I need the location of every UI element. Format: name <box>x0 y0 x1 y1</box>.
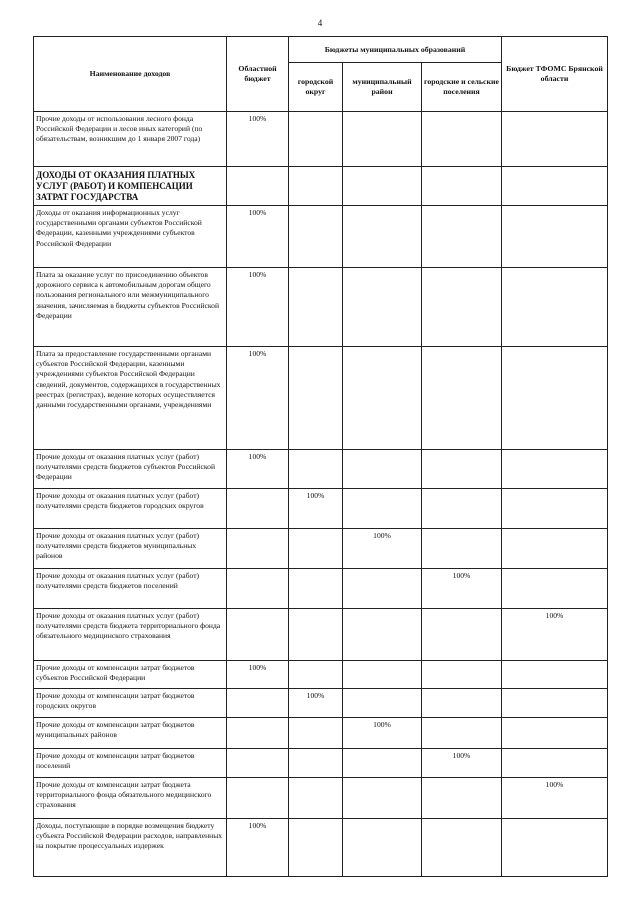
gorodskie-selskie-value-cell <box>422 112 502 167</box>
gorodskoy-okrug-value-cell <box>289 778 343 819</box>
gorodskoy-okrug-value-cell <box>289 112 343 167</box>
table-row <box>34 609 608 661</box>
table-row <box>34 689 608 718</box>
revenue-name-cell: Прочие доходы от компенсации затрат бюджетов муниципальных районов <box>34 718 227 749</box>
gorodskoy-okrug-value-cell <box>289 749 343 778</box>
municipalny-rayon-value-cell <box>343 689 422 718</box>
header-gorodskoy-okrug: городской округ <box>289 63 343 112</box>
revenue-name-cell: Прочие доходы от компенсации затрат бюджета территориального фонда обязательного медицинского страхования <box>34 778 227 819</box>
municipalny-rayon-value-cell <box>343 819 422 877</box>
tfoms-value-cell <box>502 489 608 529</box>
gorodskie-selskie-value-cell <box>422 167 502 206</box>
tfoms-value-cell <box>502 529 608 569</box>
header-tfoms-budget: Бюджет ТФОМС Брянской области <box>502 37 608 112</box>
municipalny-rayon-value-cell: 100% <box>343 529 422 569</box>
gorodskie-selskie-value-cell <box>422 347 502 450</box>
municipalny-rayon-value-cell <box>343 609 422 661</box>
tfoms-value-cell <box>502 450 608 489</box>
municipalny-rayon-value-cell <box>343 206 422 268</box>
tfoms-value-cell <box>502 749 608 778</box>
header-oblast-budget: Областной бюджет <box>227 37 289 112</box>
municipalny-rayon-value-cell <box>343 661 422 689</box>
municipalny-rayon-value-cell <box>343 489 422 529</box>
oblast-value-cell: 100% <box>227 206 289 268</box>
gorodskoy-okrug-value-cell <box>289 206 343 268</box>
revenue-name-cell: Прочие доходы от оказания платных услуг (работ) получателями средств бюджетов субъектов Российской Федерации <box>34 450 227 489</box>
gorodskie-selskie-value-cell: 100% <box>422 569 502 609</box>
tfoms-value-cell <box>502 206 608 268</box>
gorodskie-selskie-value-cell <box>422 819 502 877</box>
revenue-name-cell: Доходы, поступающие в порядке возмещения бюджету субъекта Российской Федерации расходов, направленных на покрытие процессуальных издержек <box>34 819 227 877</box>
header-gorodskie-selskie: городские и сельские поселения <box>422 63 502 112</box>
oblast-value-cell <box>227 489 289 529</box>
header-municipal-budgets: Бюджеты муниципальных образований <box>289 37 502 63</box>
tfoms-value-cell <box>502 819 608 877</box>
revenue-name-cell: Доходы от оказания информационных услуг государственными органами субъектов Российской Федерации, казенными учреждениями субъектов Российской Федерации <box>34 206 227 268</box>
revenue-name-cell: Прочие доходы от оказания платных услуг (работ) получателями средств бюджетов городских округов <box>34 489 227 529</box>
table-row <box>34 661 608 689</box>
oblast-value-cell <box>227 609 289 661</box>
tfoms-value-cell <box>502 112 608 167</box>
municipalny-rayon-value-cell: 100% <box>343 718 422 749</box>
oblast-value-cell <box>227 167 289 206</box>
gorodskoy-okrug-value-cell <box>289 609 343 661</box>
tfoms-value-cell <box>502 718 608 749</box>
municipalny-rayon-value-cell <box>343 347 422 450</box>
gorodskie-selskie-value-cell <box>422 268 502 347</box>
page-number: 4 <box>317 18 323 28</box>
municipalny-rayon-value-cell <box>343 778 422 819</box>
table-row <box>34 206 608 268</box>
tfoms-value-cell <box>502 689 608 718</box>
oblast-value-cell <box>227 749 289 778</box>
table-header <box>34 37 608 112</box>
oblast-value-cell <box>227 569 289 609</box>
gorodskie-selskie-value-cell <box>422 661 502 689</box>
gorodskoy-okrug-value-cell <box>289 529 343 569</box>
revenue-name-cell: Прочие доходы от оказания платных услуг (работ) получателями средств бюджетов поселений <box>34 569 227 609</box>
tfoms-value-cell <box>502 661 608 689</box>
table-row <box>34 569 608 609</box>
tfoms-value-cell: 100% <box>502 778 608 819</box>
table-row <box>34 347 608 450</box>
gorodskoy-okrug-value-cell <box>289 819 343 877</box>
revenue-name-cell: Прочие доходы от компенсации затрат бюджетов поселений <box>34 749 227 778</box>
municipalny-rayon-value-cell <box>343 167 422 206</box>
gorodskie-selskie-value-cell <box>422 609 502 661</box>
gorodskie-selskie-value-cell <box>422 718 502 749</box>
gorodskoy-okrug-value-cell <box>289 450 343 489</box>
revenue-name-cell: Прочие доходы от оказания платных услуг (работ) получателями средств бюджетов муниципальных районов <box>34 529 227 569</box>
gorodskie-selskie-value-cell <box>422 206 502 268</box>
table-row <box>34 489 608 529</box>
gorodskoy-okrug-value-cell <box>289 661 343 689</box>
gorodskoy-okrug-value-cell: 100% <box>289 489 343 529</box>
table-row <box>34 529 608 569</box>
municipalny-rayon-value-cell <box>343 112 422 167</box>
table-row <box>34 718 608 749</box>
revenue-name-cell: Плата за предоставление государственными органами субъектов Российской Федерации, казенными учреждениями субъектов Российской Федерации сведений, документов, содержащихся в государственных реестрах (регистрах), ведение которых осуществляется данными государственными органами, учреждениями <box>34 347 227 450</box>
oblast-value-cell <box>227 529 289 569</box>
oblast-value-cell <box>227 778 289 819</box>
municipalny-rayon-value-cell <box>343 569 422 609</box>
oblast-value-cell <box>227 718 289 749</box>
tfoms-value-cell <box>502 569 608 609</box>
revenue-name-cell: Прочие доходы от компенсации затрат бюджетов городских округов <box>34 689 227 718</box>
gorodskie-selskie-value-cell <box>422 489 502 529</box>
revenue-name-cell: Прочие доходы от компенсации затрат бюджетов субъектов Российской Федерации <box>34 661 227 689</box>
tfoms-value-cell: 100% <box>502 609 608 661</box>
table-row <box>34 819 608 877</box>
gorodskoy-okrug-value-cell <box>289 167 343 206</box>
municipalny-rayon-value-cell <box>343 749 422 778</box>
gorodskie-selskie-value-cell: 100% <box>422 749 502 778</box>
oblast-value-cell: 100% <box>227 819 289 877</box>
table-row <box>34 268 608 347</box>
gorodskie-selskie-value-cell <box>422 778 502 819</box>
revenue-name-cell: Прочие доходы от использования лесного фонда Российской Федерации и лесов иных категорий (по обязательствам, возникшим до 1 января 2007 года) <box>34 112 227 167</box>
oblast-value-cell: 100% <box>227 661 289 689</box>
table-body <box>34 112 608 877</box>
gorodskie-selskie-value-cell <box>422 529 502 569</box>
header-name-column: Наименование доходов <box>34 37 227 112</box>
table-row <box>34 450 608 489</box>
revenue-distribution-table <box>33 36 608 877</box>
gorodskoy-okrug-value-cell <box>289 569 343 609</box>
revenue-name-cell: Прочие доходы от оказания платных услуг (работ) получателями средств бюджета территориального фонда обязательного медицинского страхования <box>34 609 227 661</box>
gorodskoy-okrug-value-cell <box>289 347 343 450</box>
revenue-name-cell: Плата за оказание услуг по присоединению объектов дорожного сервиса к автомобильным дорогам общего пользования регионального или межмуниципального значения, зачисляемая в бюджеты субъектов Российской Федерации <box>34 268 227 347</box>
gorodskoy-okrug-value-cell <box>289 268 343 347</box>
municipalny-rayon-value-cell <box>343 450 422 489</box>
tfoms-value-cell <box>502 347 608 450</box>
gorodskie-selskie-value-cell <box>422 450 502 489</box>
table-row <box>34 167 608 206</box>
gorodskoy-okrug-value-cell: 100% <box>289 689 343 718</box>
tfoms-value-cell <box>502 268 608 347</box>
oblast-value-cell <box>227 689 289 718</box>
header-municipalny-rayon: муниципальный район <box>343 63 422 112</box>
municipalny-rayon-value-cell <box>343 268 422 347</box>
gorodskie-selskie-value-cell <box>422 689 502 718</box>
oblast-value-cell: 100% <box>227 112 289 167</box>
tfoms-value-cell <box>502 167 608 206</box>
oblast-value-cell: 100% <box>227 268 289 347</box>
section-heading: ДОХОДЫ ОТ ОКАЗАНИЯ ПЛАТНЫХ УСЛУГ (РАБОТ) И КОМПЕНСАЦИИ ЗАТРАТ ГОСУДАРСТВА <box>34 167 227 206</box>
oblast-value-cell: 100% <box>227 450 289 489</box>
table-row <box>34 749 608 778</box>
gorodskoy-okrug-value-cell <box>289 718 343 749</box>
table-row <box>34 778 608 819</box>
table-row <box>34 112 608 167</box>
oblast-value-cell: 100% <box>227 347 289 450</box>
